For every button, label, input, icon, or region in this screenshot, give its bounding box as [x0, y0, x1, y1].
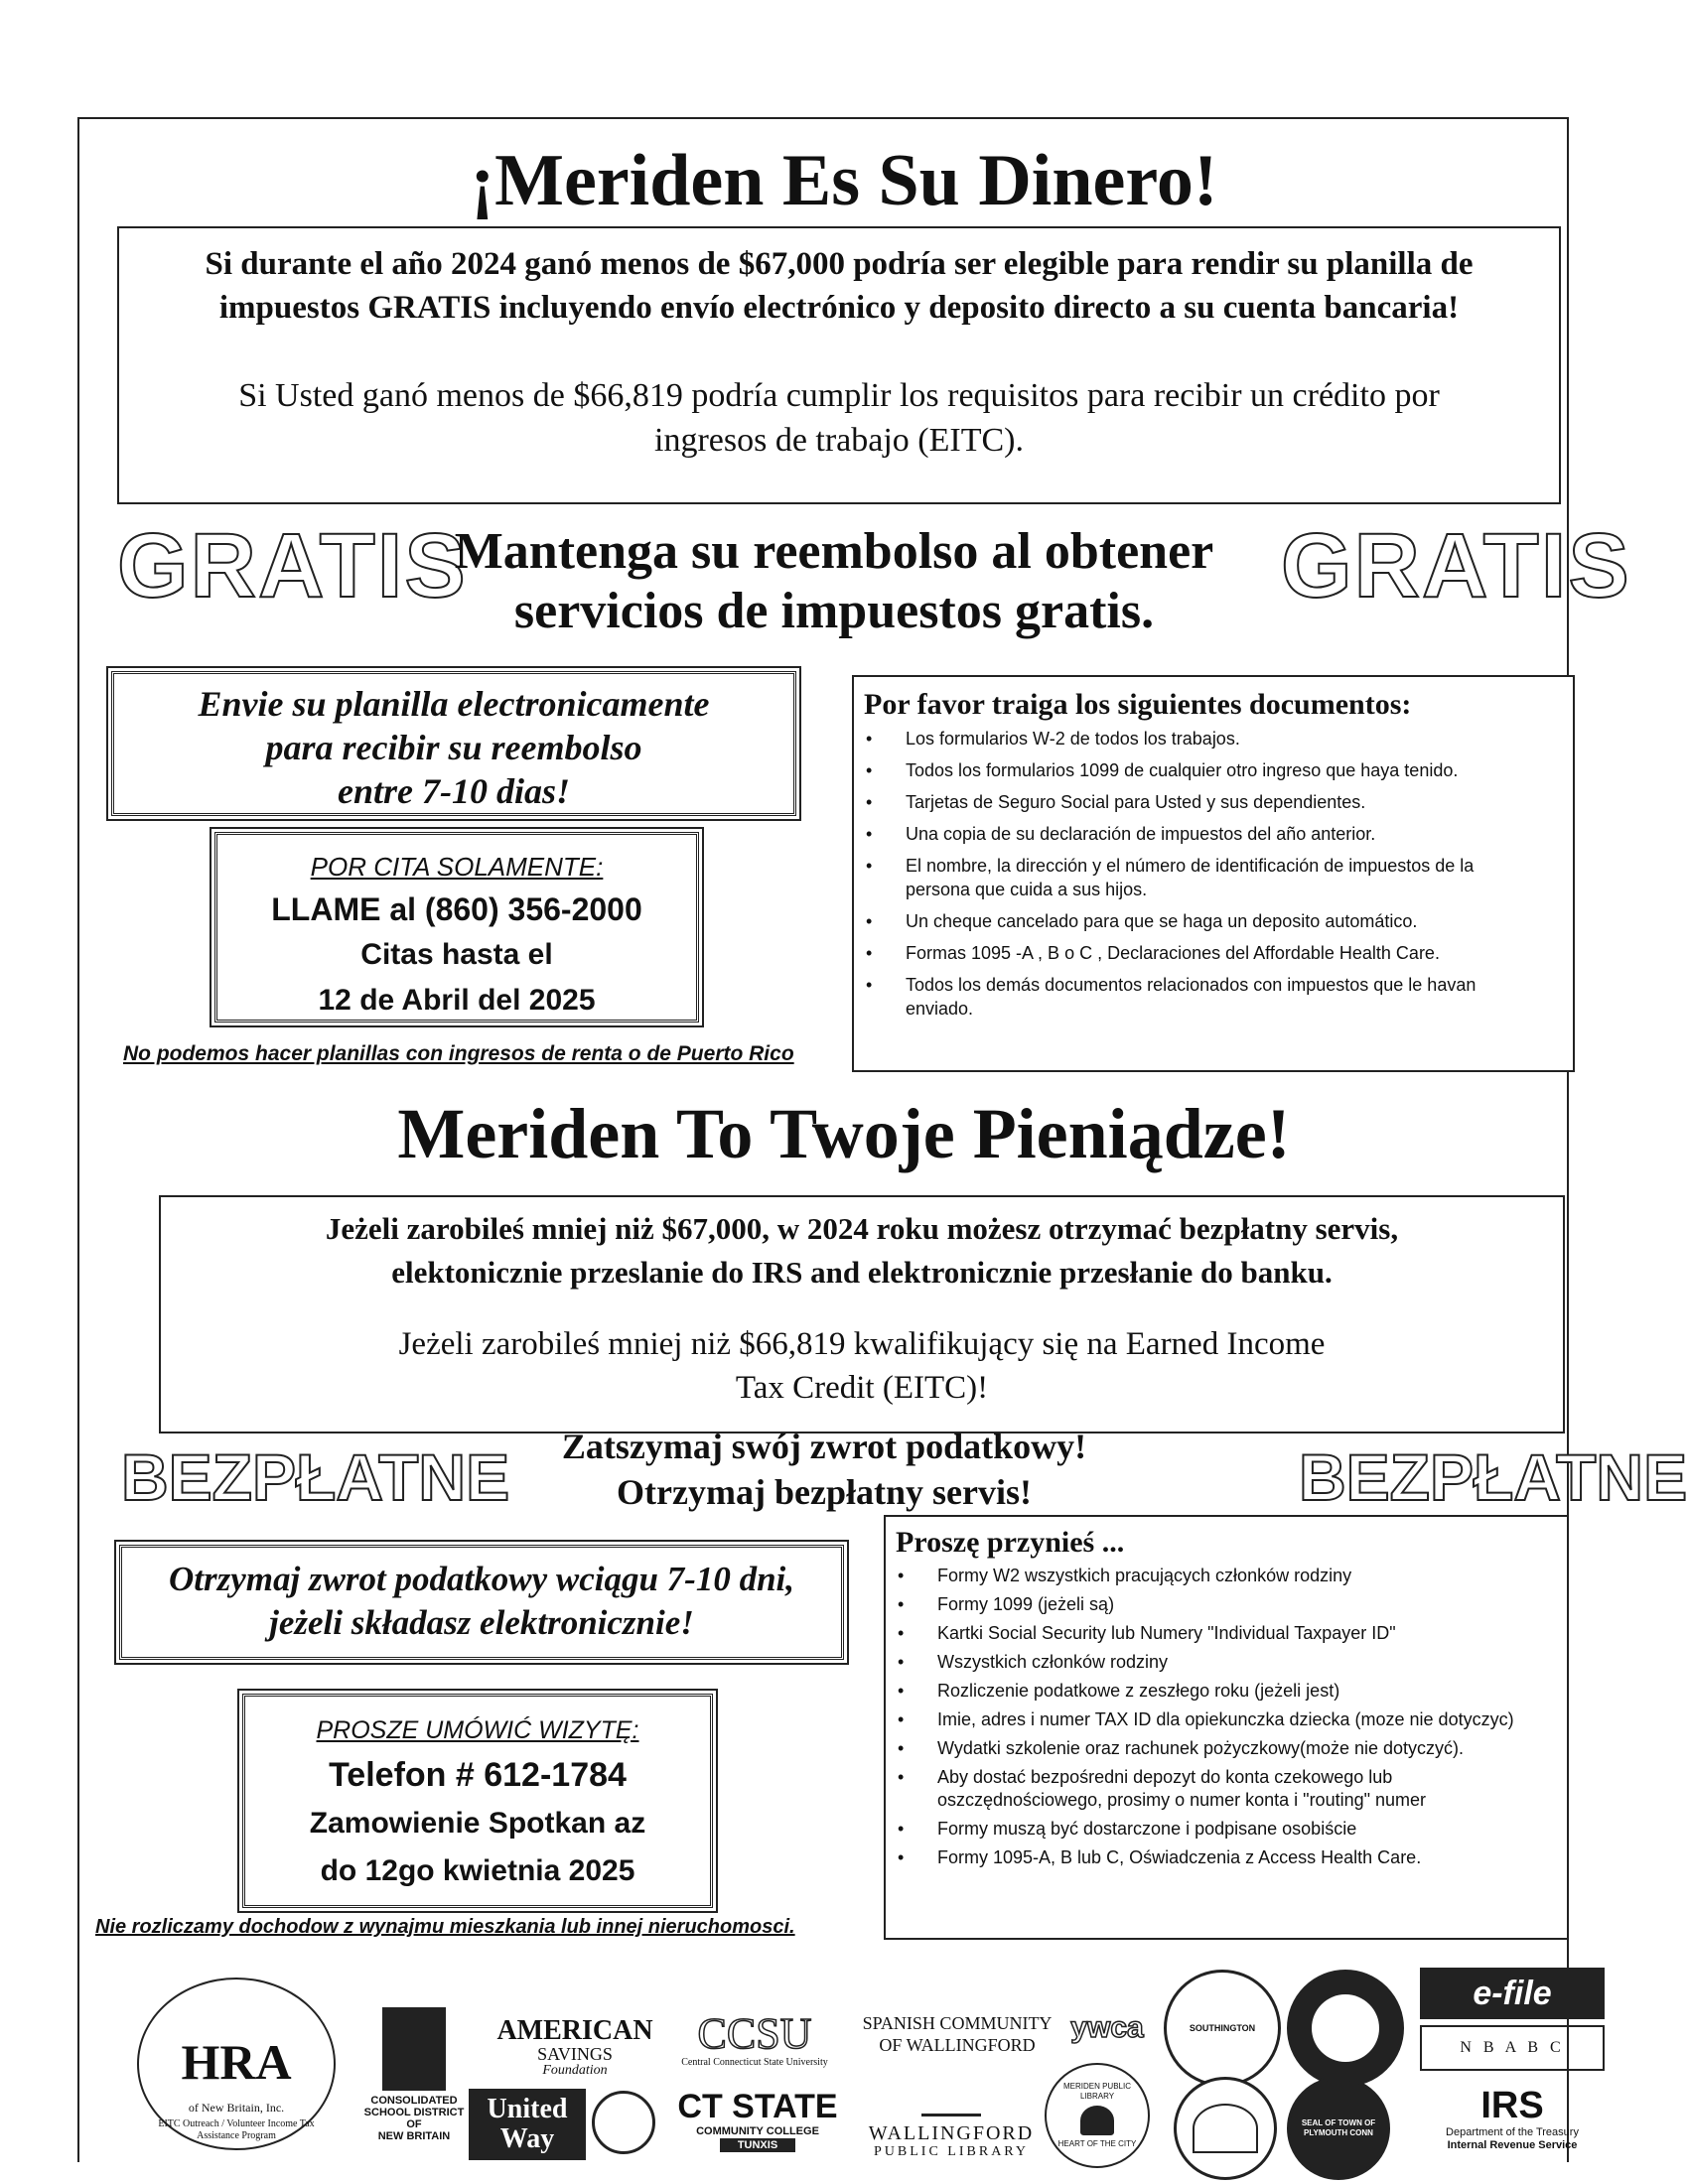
efile-logo	[1420, 1968, 1605, 2019]
spanish-keep-line1: Mantenga su reembolso al obtener	[454, 523, 1214, 580]
list-item: • Los formularios W-2 de todos los trabajos.	[854, 727, 1539, 751]
polish-eitc-line2: Tax Credit (EITC)!	[735, 1370, 989, 1406]
hra-logo	[127, 1972, 346, 2156]
spanish-community-logo	[858, 1999, 1056, 2069]
plymouth-seal-text: SEAL OF TOWN OF PLYMOUTH CONN	[1301, 2118, 1376, 2137]
plymouth-seal-logo	[1287, 2077, 1390, 2180]
polish-efile-line1: Otrzymaj zwrot podatkowy wciągu 7-10 dni,	[168, 1560, 795, 1598]
polish-appointment-box	[242, 1694, 713, 1908]
ct-state-sub: COMMUNITY COLLEGE	[696, 2125, 819, 2137]
ccsu-logo	[665, 2005, 844, 2075]
hra-text: HRA	[181, 2034, 292, 2090]
meriden-library-text: MERIDEN PUBLIC LIBRARY	[1062, 2082, 1131, 2101]
list-item: • Rozliczenie podatkowe z zeszłego roku (jeżeli jest)	[886, 1680, 1561, 1703]
polish-intro-line2: elektonicznie przeslanie do IRS and elektronicznie przesłanie do banku.	[391, 1255, 1333, 1290]
southington-seal-text: SOUTHINGTON	[1189, 2023, 1256, 2033]
spanish-efile-line1: Envie su planilla electronicamente	[198, 684, 710, 724]
bezplatne-badge-left: BEZPŁATNE	[121, 1440, 510, 1514]
hra-ring-text: EITC Outreach / Volunteer Income Tax Assistance Program	[158, 2118, 315, 2141]
savings-text: SAVINGS	[537, 2044, 613, 2064]
wallingford-sub: PUBLIC LIBRARY	[874, 2144, 1029, 2159]
school-district-logo	[353, 1995, 475, 2154]
spanish-appt-phone: LLAME al (860) 356-2000	[271, 891, 642, 927]
polish-keep-line1: Zatszymaj swój zwrot podatkowy!	[561, 1427, 1087, 1466]
csd-line2: SCHOOL DISTRICT	[363, 2107, 465, 2118]
csd-line4: NEW BRITAIN	[377, 2130, 451, 2142]
heart-book-icon	[1080, 2106, 1114, 2135]
list-item: • Formy W2 wszystkich pracujących członków rodziny	[886, 1565, 1561, 1587]
united-way-logo	[469, 2089, 586, 2160]
spanish-efile-box	[111, 671, 796, 816]
spanish-docs-heading: Por favor traiga los siguientes documentos:	[864, 688, 1412, 721]
polish-appt-heading: PROSZE UMÓWIĆ WIZYTĘ:	[316, 1716, 639, 1744]
nbabc-logo	[1420, 2025, 1605, 2071]
csd-line1: CONSOLIDATED	[370, 2095, 458, 2107]
wallingford-text: WALLINGFORD	[868, 2122, 1035, 2144]
seal-inner	[1312, 1994, 1379, 2062]
irs-sub2: Internal Revenue Service	[1447, 2139, 1578, 2151]
list-item: • Todos los formularios 1099 de cualquier otro ingreso que haya tenido.	[854, 758, 1539, 782]
list-item: • Un cheque cancelado para que se haga un deposito automático.	[854, 909, 1539, 933]
list-item: • Wydatki szkolenie oraz rachunek pożyczkowy(może nie dotyczyć).	[886, 1737, 1561, 1760]
polish-appt-line2: Zamowienie Spotkan az	[309, 1807, 646, 1840]
spanish-appt-heading: POR CITA SOLAMENTE:	[310, 852, 604, 882]
town-seal-building-icon	[1174, 2077, 1277, 2180]
polish-keep-line2: Otrzymaj bezpłatny servis!	[617, 1472, 1032, 1512]
tunxis-text: TUNXIS	[720, 2138, 795, 2152]
spanish-efile-line2: para recibir su reembolso	[265, 728, 642, 767]
spanish-eitc-line2: ingresos de trabajo (EITC).	[654, 422, 1024, 459]
polish-intro-box	[159, 1195, 1565, 1433]
foundation-text: Foundation	[542, 2063, 608, 2078]
spanish-disclaimer: No podemos hacer planillas con ingresos de renta o de Puerto Rico	[123, 1042, 794, 1065]
efile-text: e-file	[1473, 1974, 1552, 2012]
spanish-keep-line2: servicios de impuestos gratis.	[513, 583, 1155, 639]
spanish-community-line1: SPANISH COMMUNITY	[862, 2013, 1053, 2033]
way-text: Way	[499, 2123, 555, 2154]
nbabc-text: N B A B C	[1460, 2039, 1565, 2056]
list-item: • Todos los demás documentos relacionados con impuestos que le havan enviado.	[854, 973, 1539, 1021]
town-seal-tower-icon	[1287, 1970, 1404, 2087]
heart-city-text: HEART OF THE CITY	[1057, 2139, 1137, 2148]
polish-eitc-line1: Jeżeli zarobileś mniej niż $66,819 kwalifikujący się na Earned Income	[398, 1326, 1326, 1362]
spanish-title: ¡Meriden Es Su Dinero!	[470, 140, 1218, 221]
polish-intro-line1: Jeżeli zarobileś mniej niż $67,000, w 2024 roku możesz otrzymać bezpłatny servis,	[325, 1211, 1399, 1246]
list-item: • Formy muszą być dostarczone i podpisane osobiście	[886, 1818, 1561, 1841]
ccsu-sub: Central Connecticut State University	[681, 2057, 828, 2068]
ct-state-text: CT STATE	[677, 2088, 838, 2125]
spanish-documents-box	[852, 675, 1575, 1072]
ywca-logo	[1062, 2003, 1152, 2053]
list-item: • Kartki Social Security lub Numery "Individual Taxpayer ID"	[886, 1622, 1561, 1645]
united-text: United	[487, 2094, 568, 2124]
polish-efile-box	[119, 1545, 844, 1660]
bezplatne-badge-right: BEZPŁATNE	[1299, 1440, 1688, 1514]
list-item: • Formy 1099 (jeżeli są)	[886, 1593, 1561, 1616]
list-item: • Tarjetas de Seguro Social para Usted y sus dependientes.	[854, 790, 1539, 814]
polish-docs-list	[886, 1565, 1561, 1875]
spanish-appt-line2: Citas hasta el	[360, 938, 553, 971]
hands-icon	[592, 2091, 655, 2154]
gratis-badge-left: GRATIS	[117, 515, 468, 616]
seal-building	[1193, 2104, 1258, 2153]
spanish-intro-line1: Si durante el año 2024 ganó menos de $67,000 podría ser elegible para rendir su planilla de	[205, 246, 1474, 282]
irs-sub1: Department of the Treasury	[1446, 2126, 1579, 2138]
american-text: AMERICAN	[496, 2015, 653, 2046]
spanish-appt-line3: 12 de Abril del 2025	[318, 984, 596, 1017]
book-icon	[921, 2075, 981, 2116]
irs-text: IRS	[1480, 2085, 1544, 2126]
american-savings-logo	[481, 2013, 669, 2083]
polish-disclaimer: Nie rozliczamy dochodow z wynajmu mieszkania lub innej nieruchomosci.	[95, 1916, 795, 1938]
spanish-efile-line3: entre 7-10 dias!	[338, 771, 570, 811]
polish-efile-line2: jeżeli składasz elektronicznie!	[269, 1603, 694, 1642]
ccsu-text: CCSU	[697, 2009, 812, 2058]
hra-sub: of New Britain, Inc.	[188, 2101, 285, 2115]
flag-icon	[382, 2007, 446, 2091]
list-item: • El nombre, la dirección y el número de identificación de impuestos de la persona que cuida a sus hijos.	[854, 854, 1539, 901]
list-item: • Wszystkich członków rodziny	[886, 1651, 1561, 1674]
town-seal-southington-icon	[1164, 1970, 1281, 2087]
polish-appt-line3: do 12go kwietnia 2025	[320, 1854, 635, 1887]
polish-title: Meriden To Twoje Pieniądze!	[397, 1094, 1291, 1173]
csd-line3: OF	[406, 2118, 422, 2130]
list-item: • Imie, adres i numer TAX ID dla opiekunczka dziecka (moze nie dotyczyc)	[886, 1708, 1561, 1731]
meriden-library-logo	[1045, 2063, 1150, 2168]
spanish-intro-line2: impuestos GRATIS incluyendo envío electrónico y deposito directo a su cuenta bancaria!	[218, 290, 1460, 326]
wallingford-library-logo	[862, 2075, 1041, 2160]
spanish-appointment-box	[214, 832, 699, 1023]
ywca-text: ywca	[1070, 2011, 1144, 2044]
spanish-eitc-line1: Si Usted ganó menos de $66,819 podría cumplir los requisitos para recibir un crédito por	[238, 377, 1440, 414]
spanish-intro-box	[117, 226, 1561, 504]
polish-documents-box	[884, 1515, 1569, 1940]
spanish-community-line2: OF WALLINGFORD	[879, 2035, 1036, 2055]
polish-appt-phone: Telefon # 612-1784	[329, 1756, 627, 1794]
spanish-docs-list	[854, 727, 1539, 1028]
list-item: • Aby dostać bezpośredni depozyt do konta czekowego lub oszczędnościowego, prosimy o numer konta i "routing" numer	[886, 1766, 1561, 1812]
gratis-badge-right: GRATIS	[1281, 515, 1631, 616]
list-item: • Formas 1095 -A , B o C , Declaraciones del Affordable Health Care.	[854, 941, 1539, 965]
list-item: • Una copia de su declaración de impuestos del año anterior.	[854, 822, 1539, 846]
list-item: • Formy 1095-A, B lub C, Oświadczenia z Access Health Care.	[886, 1846, 1561, 1869]
polish-docs-heading: Proszę przynieś ...	[896, 1526, 1125, 1559]
irs-logo	[1420, 2077, 1605, 2160]
ct-state-logo	[673, 2081, 842, 2160]
